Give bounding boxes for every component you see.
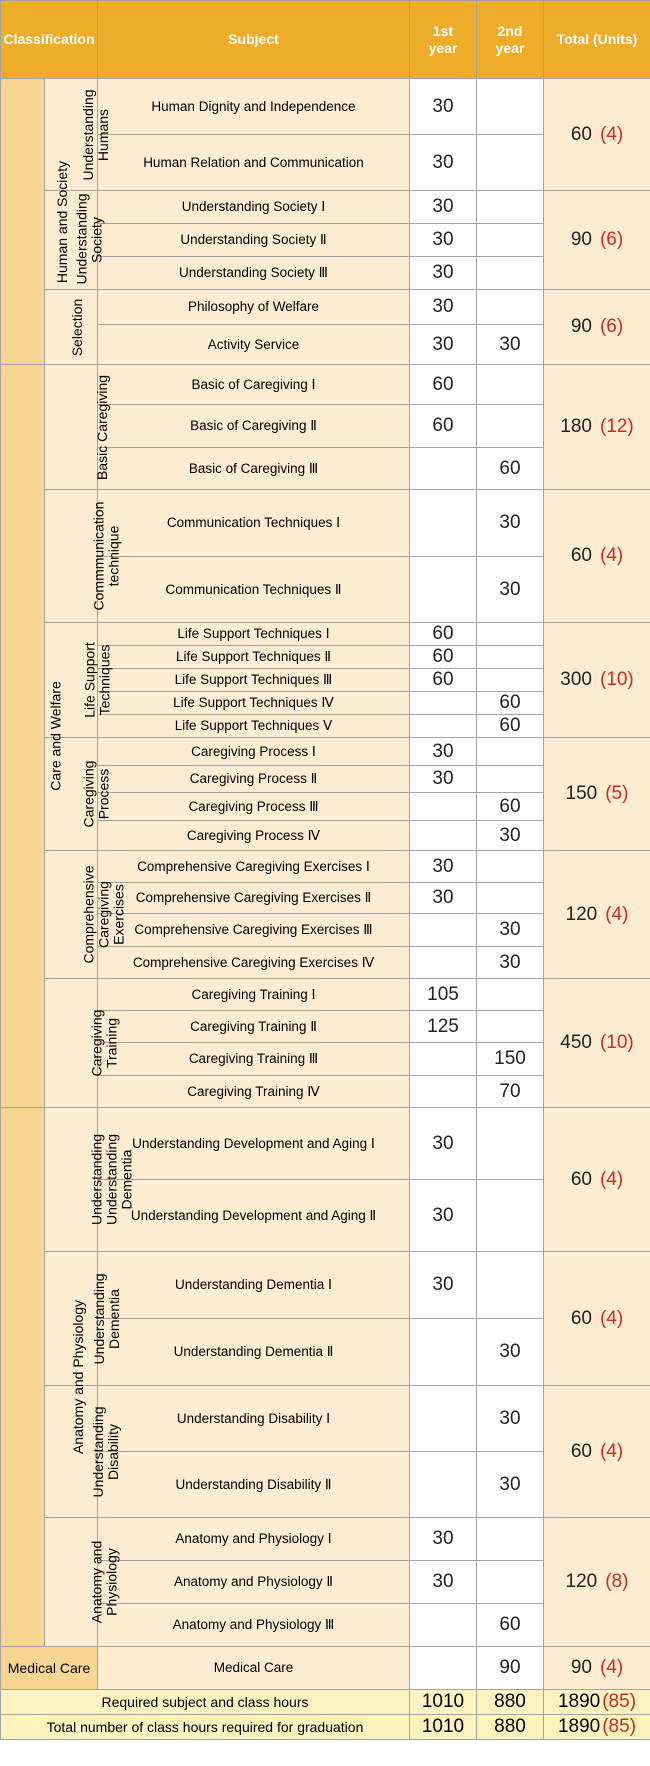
curriculum-body [1, 79, 650, 1740]
year1-hours [410, 448, 477, 490]
group-label-cell [45, 191, 105, 290]
group-total-cell [544, 1386, 650, 1518]
group-label: Caregiving Training [88, 1009, 120, 1077]
subject-cell: Caregiving Training Ⅳ [98, 1076, 410, 1108]
year1-hours: 30 [410, 1252, 477, 1319]
total-units: (4) [599, 123, 624, 145]
total-hours: 60 [570, 1168, 592, 1190]
table-row [1, 79, 650, 135]
year2-hours: 60 [477, 692, 544, 715]
year2-hours [477, 365, 544, 405]
year2-hours: 30 [477, 1319, 544, 1386]
classification-label: Care and Welfare [47, 681, 64, 791]
year2-hours [477, 851, 544, 883]
year1-hours: 60 [410, 646, 477, 669]
table-row [1, 290, 650, 325]
table-row [1, 191, 650, 224]
year1-hours: 30 [410, 79, 477, 135]
subject-cell: Basic of Caregiving Ⅰ [98, 365, 410, 405]
year1-hours: 30 [410, 738, 477, 766]
year2-hours [477, 79, 544, 135]
year2-hours: 90 [477, 1647, 544, 1690]
total-units: (4) [599, 1307, 624, 1329]
table-row [1, 623, 650, 646]
total-hours: 60 [570, 545, 592, 566]
classification-label: Human and Society [54, 160, 71, 283]
year1-hours [410, 1647, 477, 1690]
summary-year2: 880 [477, 1690, 544, 1715]
total-units: (10) [599, 669, 634, 690]
group-total-cell [544, 1647, 650, 1690]
total-hours: 60 [570, 1440, 592, 1462]
subject-cell: Communication Techniques Ⅱ [98, 557, 410, 623]
group-label: Life Support Techniques [81, 642, 113, 718]
year1-hours [410, 947, 477, 979]
group-label-cell [45, 1108, 135, 1252]
table-row [1, 1386, 650, 1452]
year2-hours: 30 [477, 1452, 544, 1518]
year2-hours [477, 257, 544, 290]
summary-total [544, 1690, 650, 1715]
year2-hours [477, 224, 544, 257]
group-label: Commmunication technique [90, 501, 122, 611]
header-2nd-year: 2nd year [477, 1, 544, 79]
subject-cell: Activity Service [98, 325, 410, 365]
group-label-cell [45, 365, 110, 490]
year1-hours [410, 1452, 477, 1518]
total-hours: 60 [570, 123, 592, 145]
summary-row [1, 1715, 650, 1740]
total-hours: 90 [570, 1657, 592, 1678]
year1-hours: 30 [410, 1561, 477, 1604]
group-label: Caregiving Process [80, 760, 112, 828]
header-1st-year: 1st year [410, 1, 477, 79]
subject-cell: Anatomy and Physiology Ⅲ [98, 1604, 410, 1647]
year2-hours [477, 1108, 544, 1180]
year2-hours [477, 191, 544, 224]
year1-hours: 60 [410, 405, 477, 448]
total-hours: 60 [570, 1307, 592, 1329]
subject-cell: Communication Techniques Ⅰ [98, 490, 410, 557]
group-label: Comprehensive Caregiving Exercises [80, 865, 127, 964]
year1-hours: 30 [410, 766, 477, 793]
year2-hours [477, 766, 544, 793]
year2-hours: 60 [477, 793, 544, 821]
year1-hours [410, 490, 477, 557]
year1-hours: 125 [410, 1011, 477, 1043]
total-units: (6) [599, 316, 624, 337]
subject-cell: Caregiving Process Ⅲ [98, 793, 410, 821]
header-row [1, 1, 650, 79]
subject-cell: Caregiving Process Ⅱ [98, 766, 410, 793]
year1-hours: 30 [410, 1108, 477, 1180]
total-hours: 180 [560, 416, 592, 437]
classification-cell [1, 1108, 87, 1647]
group-total-cell [544, 1252, 650, 1386]
total-units: (6) [599, 229, 624, 250]
year1-hours [410, 914, 477, 947]
subject-cell: Philosophy of Welfare [98, 290, 410, 325]
subject-cell: Caregiving Training Ⅲ [98, 1043, 410, 1076]
group-label-cell [45, 290, 98, 365]
year2-hours [477, 1252, 544, 1319]
group-label: Understanding Humans [80, 88, 111, 181]
group-label-cell [45, 490, 122, 623]
group-label-cell [45, 1518, 120, 1647]
group-total-cell [544, 490, 650, 623]
subject-cell: Life Support Techniques Ⅲ [98, 669, 410, 692]
year1-hours: 30 [410, 851, 477, 883]
group-total-cell [544, 365, 650, 490]
total-hours: 90 [570, 229, 592, 250]
group-total-cell [544, 290, 650, 365]
subject-cell: Understanding Dementia Ⅱ [98, 1319, 410, 1386]
year2-hours [477, 290, 544, 325]
year2-hours [477, 135, 544, 191]
year2-hours [477, 669, 544, 692]
total-hours: 150 [565, 783, 598, 804]
year1-hours [410, 1604, 477, 1647]
subject-cell: Anatomy and Physiology Ⅱ [98, 1561, 410, 1604]
summary-row [1, 1690, 650, 1715]
group-total-cell [544, 979, 650, 1108]
total-units: (5) [605, 783, 629, 804]
year2-hours [477, 883, 544, 914]
total-hours: 300 [560, 669, 592, 690]
group-label: Basic Caregiving [94, 374, 110, 481]
group-label-cell [45, 79, 111, 191]
summary-total [544, 1715, 650, 1740]
summary-label: Total number of class hours required for graduation [1, 1715, 410, 1740]
year2-hours: 70 [477, 1076, 544, 1108]
subject-cell: Caregiving Training Ⅱ [98, 1011, 410, 1043]
total-hours: 120 [565, 1571, 598, 1592]
group-total-cell [544, 851, 650, 979]
subject-cell: Comprehensive Caregiving Exercises Ⅳ [98, 947, 410, 979]
subject-cell: Understanding Dementia Ⅰ [98, 1252, 410, 1319]
header-subject: Subject [98, 1, 410, 79]
table-row [1, 1108, 650, 1180]
year1-hours: 30 [410, 1180, 477, 1252]
year2-hours: 30 [477, 557, 544, 623]
subject-cell: Caregiving Training Ⅰ [98, 979, 410, 1011]
year1-hours: 105 [410, 979, 477, 1011]
total-units: (12) [599, 416, 634, 437]
subject-cell: Comprehensive Caregiving Exercises Ⅲ [98, 914, 410, 947]
subject-cell: Understanding Disability Ⅱ [98, 1452, 410, 1518]
total-hours: 90 [570, 316, 592, 337]
total-hours: 450 [560, 1032, 592, 1053]
subject-cell: Understanding Development and Aging Ⅰ [98, 1108, 410, 1180]
subject-cell: Basic of Caregiving Ⅱ [98, 405, 410, 448]
year2-hours: 30 [477, 947, 544, 979]
group-total-cell [544, 1108, 650, 1252]
group-label: Understanding Disability [90, 1405, 121, 1498]
year1-hours: 30 [410, 135, 477, 191]
table-row [1, 738, 650, 766]
year2-hours: 60 [477, 715, 544, 738]
group-total-cell [544, 191, 650, 290]
subject-cell: Life Support Techniques Ⅱ [98, 646, 410, 669]
subject-cell: Understanding Society Ⅱ [98, 224, 410, 257]
table-row [1, 490, 650, 557]
year2-hours [477, 1180, 544, 1252]
table-row [1, 979, 650, 1011]
classification-cell: Medical Care [1, 1647, 98, 1690]
year2-hours [477, 623, 544, 646]
subject-cell: Caregiving Process Ⅳ [98, 821, 410, 851]
table-row [1, 851, 650, 883]
year1-hours [410, 1076, 477, 1108]
subject-cell: Human Dignity and Independence [98, 79, 410, 135]
year1-hours: 30 [410, 290, 477, 325]
table-row [1, 1518, 650, 1561]
year2-hours: 150 [477, 1043, 544, 1076]
subject-cell: Life Support Techniques Ⅳ [98, 692, 410, 715]
group-total-cell [544, 79, 650, 191]
year1-hours [410, 1043, 477, 1076]
year2-hours [477, 405, 544, 448]
subject-cell: Comprehensive Caregiving Exercises Ⅰ [98, 851, 410, 883]
year2-hours [477, 1518, 544, 1561]
year1-hours [410, 692, 477, 715]
summary-year1: 1010 [410, 1715, 477, 1740]
total-hours: 1890 [557, 1691, 601, 1712]
year2-hours: 60 [477, 448, 544, 490]
year1-hours: 30 [410, 883, 477, 914]
year1-hours: 30 [410, 224, 477, 257]
total-hours: 1890 [557, 1716, 601, 1737]
subject-cell: Basic of Caregiving Ⅲ [98, 448, 410, 490]
total-units: (4) [599, 1657, 624, 1678]
total-units: (10) [599, 1032, 634, 1053]
subject-cell: Understanding Development and Aging Ⅱ [98, 1180, 410, 1252]
subject-cell: Understanding Disability Ⅰ [98, 1386, 410, 1452]
total-units: (8) [605, 1571, 629, 1592]
summary-year2: 880 [477, 1715, 544, 1740]
year2-hours: 30 [477, 821, 544, 851]
total-units: (4) [605, 903, 629, 925]
total-units: (4) [599, 1168, 624, 1190]
year2-hours [477, 646, 544, 669]
year1-hours [410, 557, 477, 623]
year1-hours: 30 [410, 257, 477, 290]
group-label: Selection [69, 298, 85, 357]
subject-cell: Understanding Society Ⅲ [98, 257, 410, 290]
year1-hours [410, 821, 477, 851]
year2-hours: 30 [477, 914, 544, 947]
year1-hours [410, 715, 477, 738]
group-label: Anatomy and Physiology [88, 1540, 120, 1624]
year1-hours: 60 [410, 365, 477, 405]
subject-cell: Understanding Society Ⅰ [98, 191, 410, 224]
year2-hours [477, 1561, 544, 1604]
total-units: (85) [602, 1716, 637, 1737]
year2-hours [477, 979, 544, 1011]
year2-hours: 30 [477, 1386, 544, 1452]
group-label-cell [45, 851, 127, 979]
year1-hours [410, 1319, 477, 1386]
subject-cell: Life Support Techniques Ⅴ [98, 715, 410, 738]
subject-cell: Human Relation and Communication [98, 135, 410, 191]
subject-cell: Caregiving Process Ⅰ [98, 738, 410, 766]
table-row [1, 1252, 650, 1319]
total-units: (4) [599, 1440, 624, 1462]
subject-cell: Life Support Techniques Ⅰ [98, 623, 410, 646]
year1-hours: 30 [410, 191, 477, 224]
group-total-cell [544, 623, 650, 738]
year2-hours: 30 [477, 490, 544, 557]
year1-hours: 60 [410, 669, 477, 692]
group-label-cell [45, 979, 120, 1108]
classification-cell [1, 365, 64, 1108]
year1-hours [410, 1386, 477, 1452]
year1-hours [410, 793, 477, 821]
total-hours: 120 [565, 903, 598, 925]
group-total-cell [544, 1518, 650, 1647]
year2-hours: 60 [477, 1604, 544, 1647]
table-row [1, 365, 650, 405]
total-units: (85) [602, 1691, 637, 1712]
subject-cell: Comprehensive Caregiving Exercises Ⅱ [98, 883, 410, 914]
year2-hours: 30 [477, 325, 544, 365]
group-total-cell [544, 738, 650, 851]
year1-hours: 60 [410, 623, 477, 646]
group-label: Understanding Society [73, 193, 105, 285]
summary-year1: 1010 [410, 1690, 477, 1715]
year1-hours: 30 [410, 1518, 477, 1561]
group-label: Understanding Dementia [91, 1272, 122, 1365]
header-classification: Classification [1, 1, 98, 79]
total-units: (4) [599, 545, 624, 566]
subject-cell: Anatomy and Physiology Ⅰ [98, 1518, 410, 1561]
year1-hours: 30 [410, 325, 477, 365]
group-label: Understanding Understanding Dementia [88, 1133, 135, 1226]
table-row-medical-care [1, 1647, 650, 1690]
classification-cell [1, 79, 71, 365]
year2-hours [477, 738, 544, 766]
classification-label: Anatomy and Physiology [70, 1299, 87, 1455]
subject-cell: Medical Care [98, 1647, 410, 1690]
header-total-units: Total (Units) [544, 1, 650, 79]
year2-hours [477, 1011, 544, 1043]
summary-label: Required subject and class hours [1, 1690, 410, 1715]
